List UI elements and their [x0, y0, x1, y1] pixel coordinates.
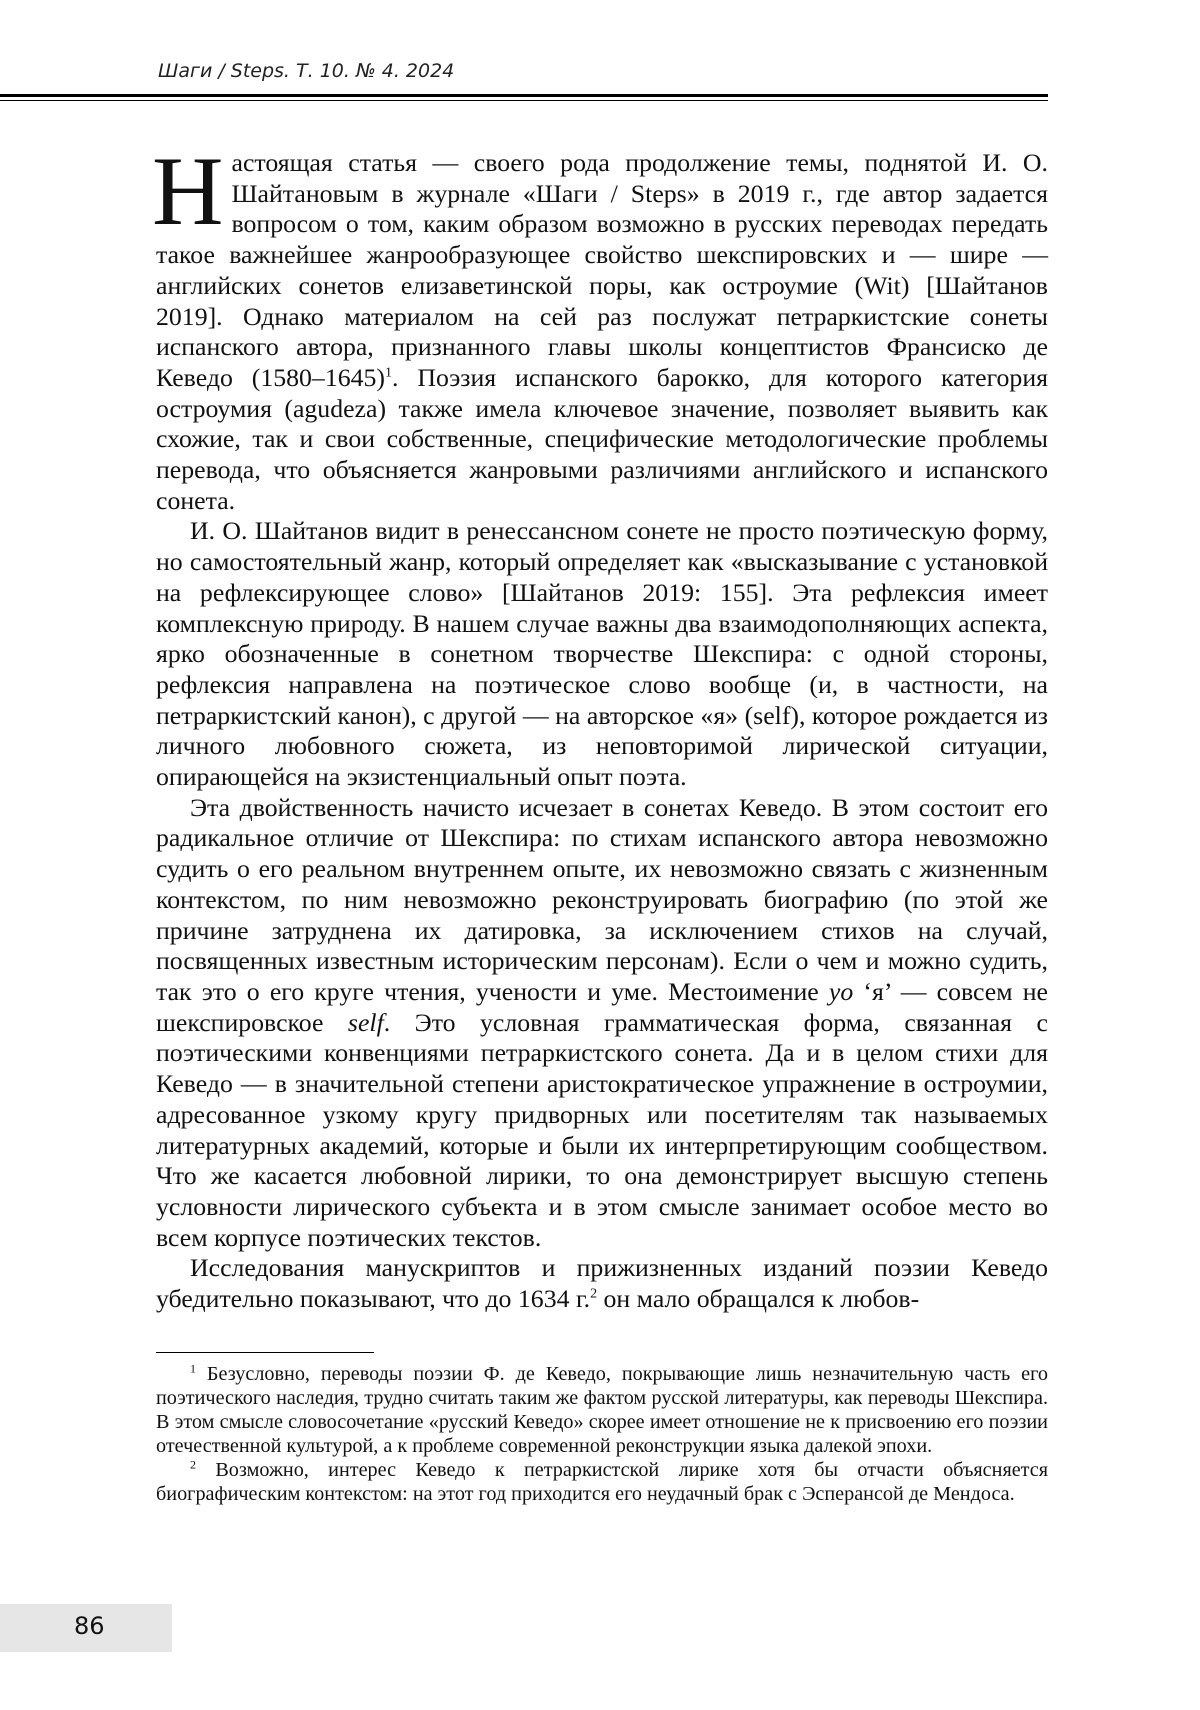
paragraph-1-text-a: астоящая статья — своего рода продолжение темы, поднятой И. О. Шайтановым в журнале «Шаги / Steps» в 2019 г., где автор задается вопросом о том, каким образом возможно в русских переводах передать такое важнейшее жанрообразующее свойство шекспировских и — шире — английских сонетов елизаветинской поры, как остроумие (Wit) [Шайтанов 2019]. Однако материалом на сей раз послужат петраркистские сонеты испанского автора, признанного главы школы концептистов Франсиско де Кеведо (1580–1645)	[156, 148, 1048, 392]
footnote-separator	[156, 1352, 374, 1353]
footnote-ref-1[interactable]: 1	[385, 365, 393, 381]
paragraph-3-text-b: ‘я’ — совсем не шекспировское	[156, 976, 1048, 1037]
header-rule-thin	[0, 100, 1048, 101]
footnote-2	[156, 1458, 1048, 1506]
paragraph-3-text-c: . Это условная грамматическая форма, связанная с поэтическими конвенциями петраркистского сонета. Да и в целом стихи для Кеведо — в значительной степени аристократическое упражнение в остроумии, адресованное узкому кругу придворных или посетителям так называемых литературных академий, которые и были их интерпретирующим сообществом. Что же касается любовной лирики, то она демонстрирует высшую степень условности лирического субъекта и в этом смысле занимает особое место во всем корпусе поэтических текстов.	[156, 1007, 1048, 1252]
paragraph-3-emphasis-yo: yo	[828, 976, 854, 1006]
running-head: Шаги / Steps. Т. 10. № 4. 2024	[158, 60, 455, 82]
header-rule-thick	[0, 94, 1048, 97]
paragraph-4	[156, 1253, 1048, 1314]
page-number: 86	[74, 1612, 105, 1640]
paragraph-2: И. О. Шайтанов видит в ренессансном сонете не просто поэтическую форму, но самостоятельный жанр, который определяет как «высказывание с установкой на рефлексирующее слово» [Шайтанов 2019: 155]. Эта рефлексия имеет комплексную природу. В нашем случае важны два взаимодополняющих аспекта, ярко обозначенные в сонетном творчестве Шекспира: с одной стороны, рефлексия направлена на поэтическое слово вообще (и, в частности, на петраркистский канон), с другой — на авторское «я» (self), которое рождается из личного любовного сюжета, из неповторимой лирической ситуации, опирающейся на экзистенциальный опыт поэта.	[156, 516, 1048, 792]
drop-cap: Н	[152, 137, 224, 246]
paragraph-4-text-a: Исследования манускриптов и прижизненных изданий поэзии Кеведо убедительно показывают, что до 1634 г.	[156, 1253, 1048, 1314]
footnote-ref-2[interactable]: 2	[590, 1286, 598, 1302]
paragraph-1-text-b: . Поэзия испанского барокко, для которого категория остроумия (agudeza) также имела ключевое значение, позволяет выявить как схожие, так и свои собственные, специфические методологические проблемы перевода, что объясняется жанровыми различиями английского и испанского сонета.	[156, 362, 1048, 515]
paragraph-3	[156, 793, 1048, 1254]
footnote-2-text: Возможно, интерес Кеведо к петраркистской лирике хотя бы отчасти объясняется биографическим контекстом: на этот год приходится его неудачный брак с Эсперансой де Мендоса.	[156, 1459, 1048, 1506]
paragraph-4-text-b: он мало обращался к любов-	[597, 1284, 920, 1314]
footnotes	[156, 1362, 1048, 1507]
article-body	[152, 137, 1048, 1315]
footnote-1-mark: 1	[190, 1361, 196, 1376]
paragraph-1	[152, 137, 1048, 516]
paragraph-3-text-a: Эта двойственность начисто исчезает в сонетах Кеведо. В этом состоит его радикальное отличие от Шекспира: по стихам испанского автора невозможно судить о его реальном внутреннем опыте, их невозможно связать с жизненным контекстом, по ним невозможно реконструировать биографию (по этой же причине затруднена их датировка, за исключением стихов на случай, посвященных известным историческим персонам). Если о чем и можно судить, так это о его круге чтения, учености и уме. Местоимение	[156, 792, 1048, 1006]
paragraph-3-emphasis-self: self	[347, 1007, 384, 1037]
footnote-1	[156, 1362, 1048, 1458]
footnote-1-text: Безусловно, переводы поэзии Ф. де Кеведо, покрывающие лишь незначительную часть его поэтического наследия, трудно считать таким же фактом русской литературы, как переводы Шекспира. В этом смысле словосочетание «русский Кеведо» скорее имеет отношение не к присвоению его поэзии отечественной культурой, а к проблеме современной реконструкции языка далекой эпохи.	[156, 1363, 1048, 1458]
footnote-2-mark: 2	[190, 1457, 196, 1472]
